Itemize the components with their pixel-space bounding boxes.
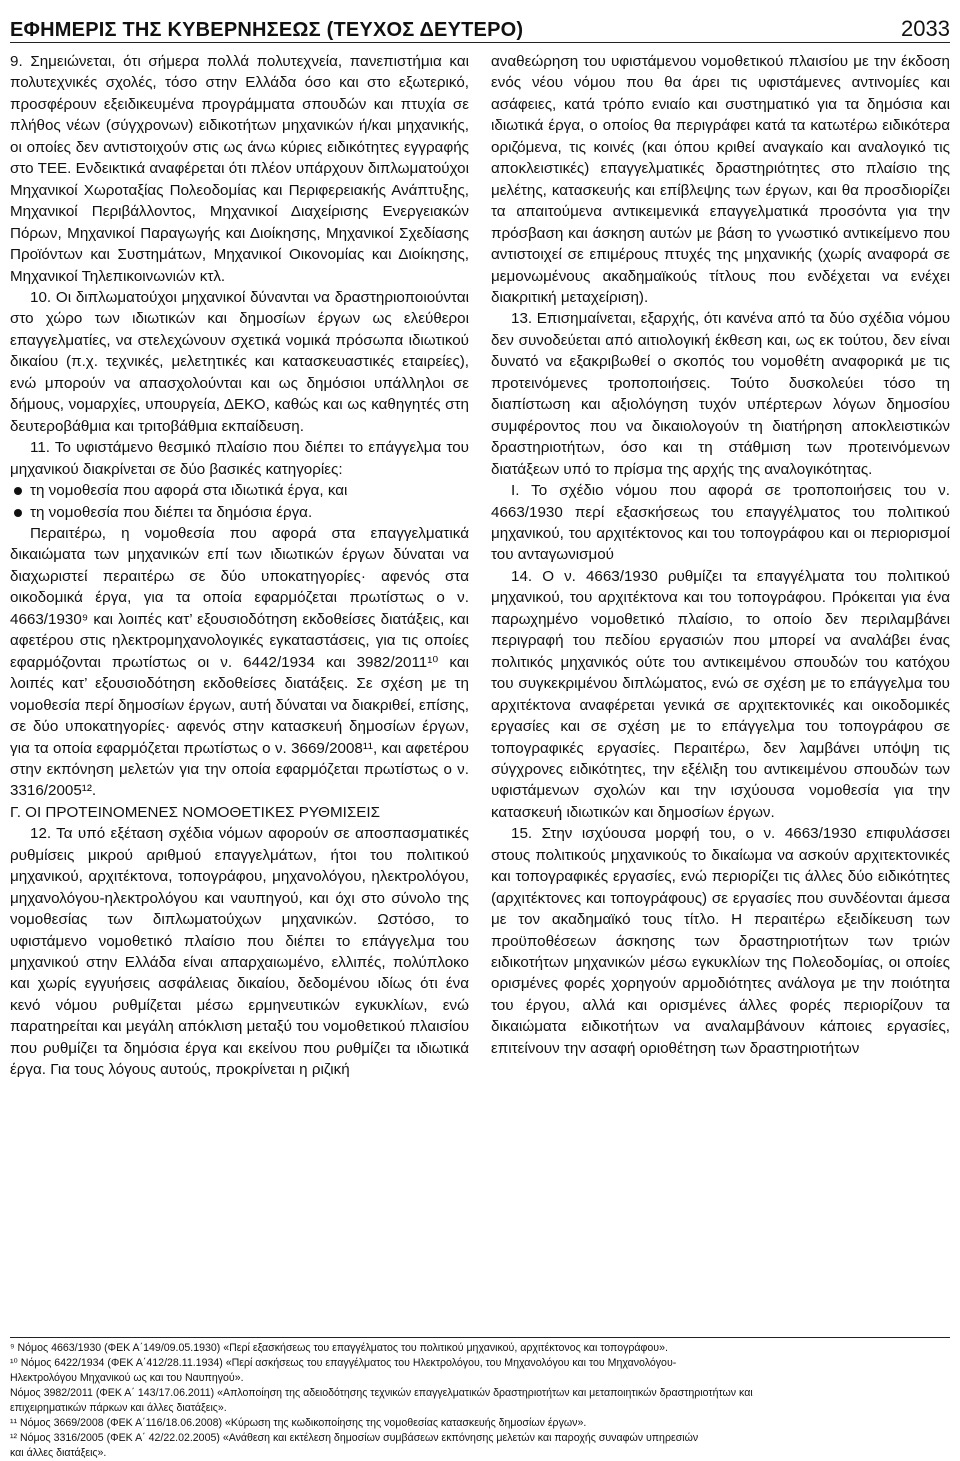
footnote-10b-cont: επιχειρηματικών πάρκων και άλλες διατάξεις».	[10, 1402, 227, 1414]
page-number: 2033	[901, 16, 950, 41]
gazette-title: ΕΦΗΜΕΡΙΣ ΤΗΣ ΚΥΒΕΡΝΗΣΕΩΣ (ΤΕΥΧΟΣ ΔΕΥΤΕΡΟ)	[10, 19, 524, 41]
paragraph-14: 14. Ο ν. 4663/1930 ρυθμίζει τα επαγγέλματα του πολιτικού μηχανικού, του αρχιτέκτονα και του τοπογράφου. Πρόκειται για ένα παρωχημένο νομοθετικό πλαίσιο, το οποίο δεν περιλαμβάνει περιγραφή του πεδίου εργασιών που μπορεί να αναλάβει ένας πολιτικός μηχανικός ούτε του αντικειμένου σπουδών του κατόχου του συγκεκριμένου διπλώματος, ενώ σε σχέση με το επάγγελμα του αρχιτέκτονα αναφέρεται γενικά σε αρχιτεκτονικές και οικοδομικές εργασίες και σε σχέση με το επάγγελμα του τοπογράφου σε τοπογραφικές εργασίες. Περαιτέρω, δεν λαμβάνει υπόψη τις σύγχρονες ειδικότητες, την εξέλιξη του αντικειμένου σπουδών των υφιστάμενων σχολών και την ισχύουσα νομοθεσία για την κατασκευή ιδιωτικών και δημοσίων έργων.	[491, 567, 950, 821]
paragraph-legislation: Περαιτέρω, η νομοθεσία που αφορά στα επαγγελματικά δικαιώματα των μηχανικών επί των ιδιωτικών έργων δύναται να διαχωριστεί περαιτέρω σε δύο υποκατηγορίες· αφενός στα οικοδομικά έργα, για τα οποία εφαρμόζεται πρωτίστως ο ν. 4663/1930⁹ και λοιπές κατ’ εξουσιοδότηση εκδοθείσες διατάξεις, και αφετέρου στις ηλεκτρομηχανολογικές εγκαταστάσεις, για τις οποίες εφαρμόζονται πρωτίστως οι ν. 6442/1934 και 3982/2011¹⁰ και λοιπές κατ’ εξουσιοδότηση εκδοθείσες διατάξεις. Σε σχέση με τη νομοθεσία περί δημοσίων έργων, αυτή δύναται να διακριθεί, επίσης, σε δύο υποκατηγορίες· αφενός στην κατασκευή δημοσίων έργων, για τα οποία εφαρμόζεται πρωτίστως ο ν. 3669/2008¹¹, και αφετέρου στην εκπόνηση μελετών για την οποία εφαρμόζεται πρωτίστως ο ν. 3316/2005¹².	[10, 524, 469, 800]
footnote-10-cont: Ηλεκτρολόγου Μηχανικού ως και του Ναυπηγού».	[10, 1372, 244, 1384]
left-column	[10, 51, 469, 1333]
paragraph-15: 15. Στην ισχύουσα μορφή του, ο ν. 4663/1930 επιφυλάσσει στους πολιτικούς μηχανικούς το δικαίωμα να ασκούν αρχιτεκτονικές και τοπογραφικές εργασίες, ενώ περιορίζει τις άλλες δύο ειδικότητες (αρχιτέκτονες και τοπογράφους) σε εργασίες που συνδέονται άμεσα με τον ακαδημαϊκό τους τίτλο. Η περαιτέρω εξειδίκευση των προϋποθέσεων άσκησης των δραστηριοτήτων των τριών ειδικοτήτων μηχανικών μέσω εγκυκλίων της Πολεοδομίας, οι οποίες ορισμένες φορές χορηγούν αρμοδιότητες ανάλογα με την ποιότητα του έργου, αλλά και ορισμένες άλλες φορές περιορίζουν τα δικαιώματα ειδικοτήτων να αναλαμβάνουν κάποιες εργασίες, επιτείνουν την ασαφή οριοθέτηση των δραστηριοτήτων	[491, 825, 950, 1057]
paragraph-11: 11. Το υφιστάμενο θεσμικό πλαίσιο που διέπει το επάγγελμα του μηχανικού διακρίνεται σε δύο βασικές κατηγορίες:	[10, 439, 469, 478]
right-column	[491, 51, 950, 1333]
text-columns	[10, 51, 950, 1333]
footnote-12: ¹² Νόμος 3316/2005 (ΦΕΚ Α΄ 42/22.02.2005) «Ανάθεση και εκτέλεση δημοσίων συμβάσεων εκπόνησης μελετών και παροχής συναφών υπηρεσιών	[10, 1432, 699, 1444]
section-title: Γ. ΟΙ ΠΡΟΤΕΙΝΟΜΕΝΕΣ ΝΟΜΟΘΕΤΙΚΕΣ ΡΥΘΜΙΣΕΙΣ	[10, 803, 380, 821]
bullet-item: τη νομοθεσία που διέπει τα δημόσια έργα.	[10, 502, 469, 523]
footnote-10: ¹⁰ Νόμος 6422/1934 (ΦΕΚ Α΄412/28.11.1934) «Περί ασκήσεως του επαγγέλματος του Ηλεκτρολόγου, του Μηχανολόγου και του Μηχανολόγου-	[10, 1357, 677, 1369]
footnotes	[10, 1337, 950, 1461]
paragraph-12: 12. Τα υπό εξέταση σχέδια νόμων αφορούν σε αποσπασματικές ρυθμίσεις μικρού αριθμού επαγγελμάτων, ήτοι του πολιτικού μηχανικού, αρχιτέκτονα, τοπογράφου, μηχανολόγου, ηλεκτρολόγου, μηχανολόγου-ηλεκτρολόγου και ναυπηγού, και όχι στο σύνολο της νομοθεσίας των διπλωματούχων μηχανικών. Ωστόσο, το υφιστάμενο νομοθετικό πλαίσιο που διέπει το επάγγελμα του μηχανικού στην Ελλάδα είναι απαρχαιωμένο, ελλιπές, πολύπλοκο και χωρίς εγγυήσεις ασφάλειας δικαίου, δεδομένου ιδίως ότι ένα κενό νόμου ρυθμίζεται μέσω ερμηνευτικών εγκυκλίων, ενώ παρατηρείται και μεγάλη απόκλιση μεταξύ του νομοθετικού πλαισίου που ρυθμίζει τα δημόσια έργα και εκείνου που ρυθμίζει τα ιδιωτικά έργα. Για τους λόγους αυτούς, προκρίνεται η ριζική	[10, 825, 469, 1079]
footnote-12-cont: και άλλες διατάξεις».	[10, 1447, 107, 1459]
footnote-10b: Νόμος 3982/2011 (ΦΕΚ Α΄ 143/17.06.2011) «Απλοποίηση της αδειοδότησης τεχνικών επαγγελματικών δραστηριοτήτων και μεταποιητικών δραστηριοτήτων και	[10, 1387, 753, 1399]
bullet-item: τη νομοθεσία που αφορά στα ιδιωτικά έργα, και	[10, 480, 469, 501]
paragraph-continued: αναθεώρηση του υφιστάμενου νομοθετικού πλαισίου με την έκδοση ενός νέου νόμου που θα άρει τις υφιστάμενες αντινομίες και ασάφειες, κατά τρόπο ενιαίο και συστηματικό για τα δημόσια και ιδιωτικά έργα, ο οποίος θα περιγράφει κατά τα κατωτέρω ειδικότερα οριζόμενα, τις κοινές (και όπου κριθεί αναγκαίο και αναλογικό τις αποκλειστικές) επαγγελματικές δραστηριότητες στο πλαίσιο της μελέτης, κατασκευής και επίβλεψης των έργων, και θα προσδιορίζει τα απαιτούμενα αντικειμενικά επαγγελματικά προσόντα για την πρόσβαση και άσκηση αυτών με βάση το γνωστικό αντικείμενο που αντιστοιχεί σε επιμέρους πτυχές της μηχανικής (χωρίς αναφορά σε μεμονωμένους ακαδημαϊκούς τίτλους που ενδέχεται να ενέχει διακριτική μεταχείριση).	[491, 53, 950, 306]
paragraph-10: 10. Οι διπλωματούχοι μηχανικοί δύνανται να δραστηριοποιούνται στο χώρο των ιδιωτικών και δημοσίων έργων ως ελεύθεροι επαγγελματίες, να στελεχώνουν σχετικά νομικά πρόσωπα ιδιωτικού δικαίου (π.χ. τεχνικές, μελετητικές και κατασκευαστικές εταιρείες), ενώ μπορούν να απασχολούνται και ως δημόσιοι υπάλληλοι σε δήμους, νομαρχίες, υπουργεία, ΔΕΚΟ, καθώς και ως καθηγητές στη δευτεροβάθμια και τριτοβάθμια εκπαίδευση.	[10, 288, 469, 435]
footnote-9: ⁹ Νόμος 4663/1930 (ΦΕΚ Α΄149/09.05.1930) «Περί εξασκήσεως του επαγγέλματος του πολιτικού μηχανικού, αρχιτέκτονος και τοπογράφου».	[10, 1342, 668, 1354]
paragraph-subsection-I: Ι. Το σχέδιο νόμου που αφορά σε τροποποιήσεις του ν. 4663/1930 περί εξασκήσεως του επαγγέλματος του πολιτικού μηχανικού, του αρχιτέκτονος και του τοπογράφου και οι περιορισμοί του ανταγωνισμού	[491, 482, 950, 564]
paragraph-9: 9. Σημειώνεται, ότι σήμερα πολλά πολυτεχνεία, πανεπιστήμια και πολυτεχνικές σχολές, τόσο στην Ελλάδα όσο και στο εξωτερικό, προσφέρουν εξειδικευμένα προγράμματα σπουδών και πτυχία σε πλήθος νέων (σύγχρονων) ειδικοτήτων μηχανικών ή/και μηχανικής, οι οποίες δεν αντιστοιχούν στις ως άνω κύριες ειδικότητες εγγραφής στο ΤΕΕ. Ενδεικτικά αναφέρεται ότι πλέον υπάρχουν διπλωματούχοι Μηχανικοί Χωροταξίας Πολεοδομίας και Περιφερειακής Ανάπτυξης, Μηχανικοί Περιβάλλοντος, Μηχανικοί Διαχείρισης Ενεργειακών Πόρων, Μηχανικοί Παραγωγής και Διοίκησης, Μηχανικοί Σχεδίασης Προϊόντων και Συστημάτων, Μηχανικοί Οικονομίας και Διοίκησης, Μηχανικοί Τηλεπικοινωνιών κτλ.	[10, 53, 469, 285]
footnote-11: ¹¹ Νόμος 3669/2008 (ΦΕΚ Α΄116/18.06.2008) «Κύρωση της κωδικοποίησης της νομοθεσίας κατασκευής δημοσίων έργων».	[10, 1417, 587, 1429]
bullet-list	[10, 480, 469, 523]
page-header	[10, 8, 950, 43]
paragraph-13: 13. Επισημαίνεται, εξαρχής, ότι κανένα από τα δύο σχέδια νόμου δεν συνοδεύεται από αιτιολογική έκθεση και, ως εκ τούτου, δεν είναι δυνατό να εξακριβωθεί ο σκοπός του νομοθέτη αναφορικά με τις προτεινόμενες τροποποιήσεις. Τούτο δυσκολεύει τόσο τη διαπίστωση και αξιολόγηση τυχόν υπέρτερων λόγων δημοσίου συμφέροντος που να δικαιολογούν τη διατήρηση αποκλειστικών δραστηριοτήτων, όσο και τη στάθμιση των προτεινόμενων διατάξεων υπό το πρίσμα της αρχής της αναλογικότητας.	[491, 310, 950, 478]
